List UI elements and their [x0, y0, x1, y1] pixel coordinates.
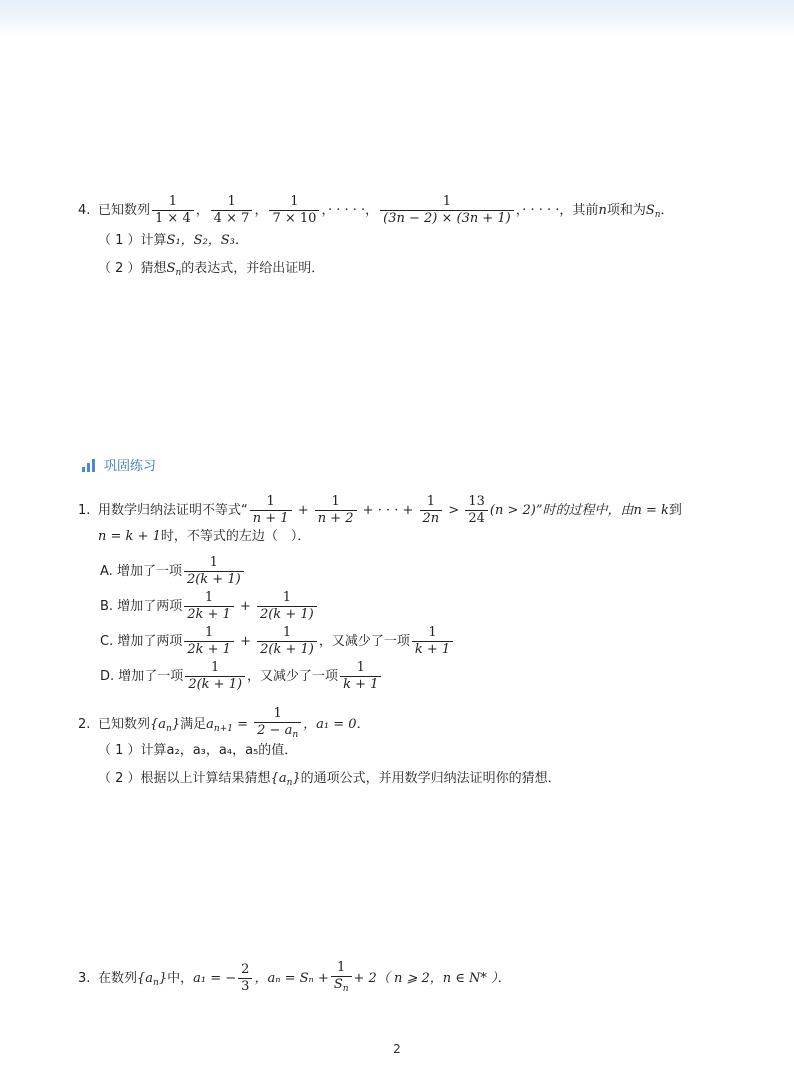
fraction: $\frac{1}{7 \times 10}$	[269, 194, 319, 227]
header-band	[0, 0, 794, 38]
problem-4-part-2: （ 2 ）猜想$S_n$的表达式，并给出证明．	[98, 261, 325, 278]
option-b[interactable]: B. 增加了两项 $\frac{1}{2k + 1}$ + $\frac{1}{2(k + 1)}$	[100, 590, 319, 623]
problem-4-part-1: （ 1 ）计算S₁，S₂，S₃．	[98, 233, 248, 248]
option-a[interactable]: A. 增加了一项 $\frac{1}{2(k + 1)}$	[100, 555, 246, 588]
exercise-2: 2. 已知数列$\{a_n\}$满足$a_{n+1}$ = $\frac{1}{2 - a_n}$ ，a₁ = 0．	[78, 706, 370, 743]
exercise-1: 1. 用数学归纳法证明不等式“ $\frac{1}{n + 1}$ + $\frac{1}{n + 2}$ + · · · + $\frac{1}{2n}$ > $\frac{13}{24}$ (n > 2)”时的过程中，由n = k到	[78, 494, 682, 526]
fraction: $\frac{1}{1 \times 4}$	[152, 194, 194, 227]
option-d[interactable]: D. 增加了一项 $\frac{1}{2(k + 1)}$ ，又减少了一项 $\frac{1}{k + 1}$	[100, 660, 383, 693]
bar-chart-icon	[82, 459, 96, 472]
problem-4: 4. 已知数列 $\frac{1}{1 \times 4}$ ， $\frac{1}{4 \times 7}$ ， $\frac{1}{7 \times 10}$ ，· · · · ·， $\frac{1}{(3n - 2) \times (3n + 1)}$ ，· · · · ·，其前n项和为$S_n$．	[78, 194, 674, 226]
option-c[interactable]: C. 增加了两项 $\frac{1}{2k + 1}$ + $\frac{1}{2(k + 1)}$ ，又减少了一项 $\frac{1}{k + 1}$	[100, 625, 455, 658]
section-title: 巩固练习	[82, 458, 156, 476]
fraction: $\frac{1}{4 \times 7}$	[211, 194, 253, 227]
page-number: 2	[393, 1042, 401, 1056]
exercise-3: 3. 在数列$\{a_n\}$中，a₁ = − $\frac{2}{3}$ ，aₙ = Sₙ + $\frac{1}{S_n}$ + 2（ n ⩾ 2，n ∈ N* ）．	[78, 960, 511, 997]
exercise-2-part-1: （ 1 ）计算a₂，a₃，a₄，a₅的值．	[98, 743, 298, 758]
fraction: $\frac{1}{(3n - 2) \times (3n + 1)}$	[380, 194, 514, 227]
exercise-1-line-2: n = k + 1时，不等式的左边（ ）．	[98, 529, 311, 544]
exercise-2-part-2: （ 2 ）根据以上计算结果猜想$\{a_n\}$的通项公式，并用数学归纳法证明你的猜想．	[98, 771, 561, 788]
